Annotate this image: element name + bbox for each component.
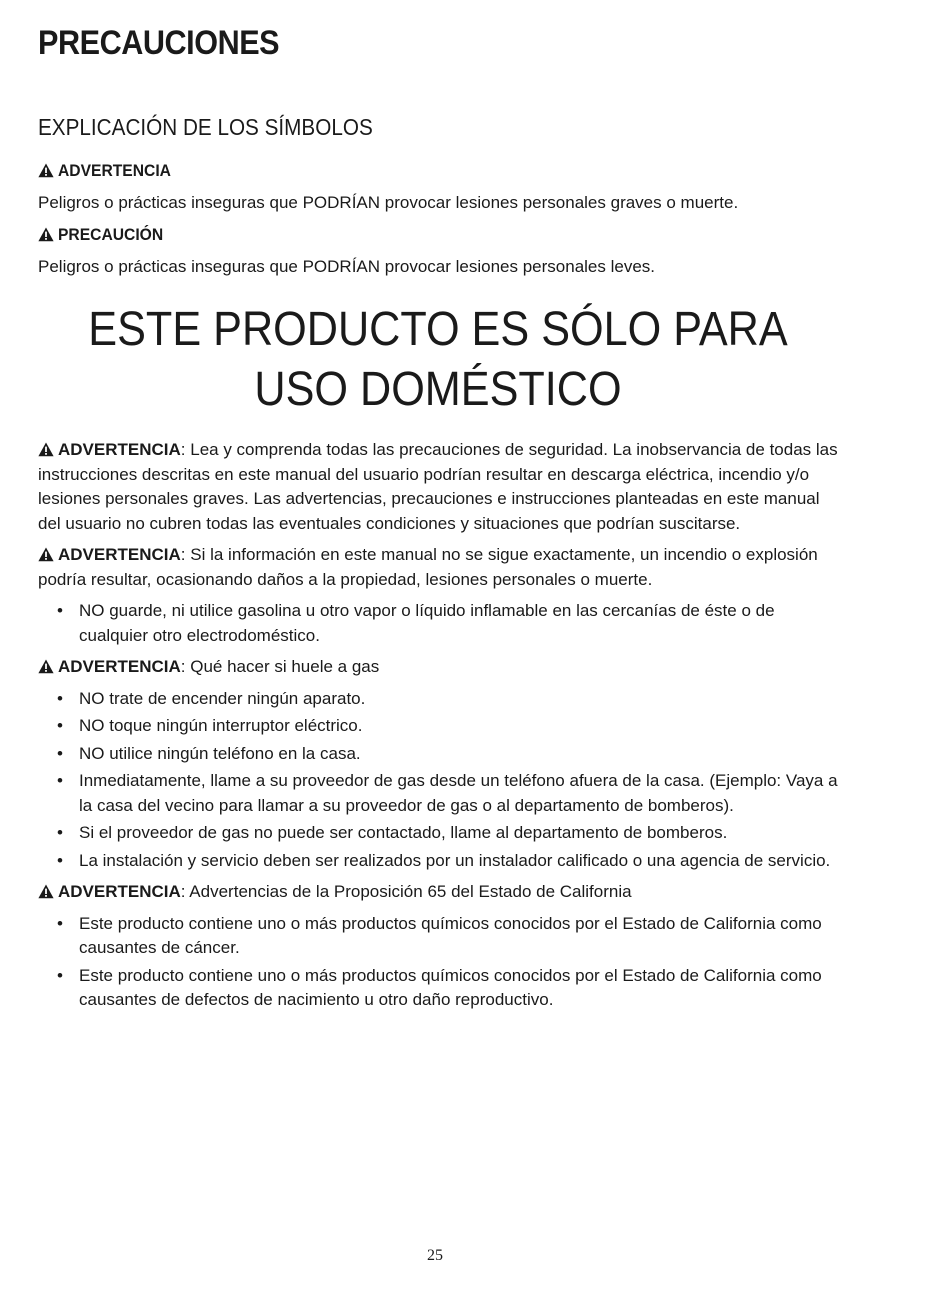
symbol-warning-label-row [38,159,181,183]
list-item: • Este producto contiene uno o más productos químicos conocidos por el Estado de California como causantes de defectos de nacimiento u otro daño reproductivo. [79,964,838,1013]
warning-paragraph [38,880,838,905]
list-item: • La instalación y servicio deben ser realizados por un instalador calificado o una agencia de servicio. [79,849,838,874]
warning-label: ADVERTENCIA [58,440,181,459]
warning-paragraph [38,438,838,536]
warning-bullet-list [38,687,838,874]
warning-paragraph [38,543,838,592]
list-item: • NO toque ningún interruptor eléctrico. [79,714,838,739]
symbol-caution-label: PRECAUCIÓN [58,225,164,244]
warning-paragraph [38,655,838,680]
list-item: • NO trate de encender ningún aparato. [79,687,838,712]
warning-triangle-icon [38,659,54,674]
warning-label: ADVERTENCIA [58,657,181,676]
list-item: • NO utilice ningún teléfono en la casa. [79,742,838,767]
warning-triangle-icon [38,442,54,457]
banner-line-2: USO DOMÉSTICO [254,363,622,416]
list-item: • Si el proveedor de gas no puede ser contactado, llame al departamento de bomberos. [79,821,838,846]
list-item: • NO guarde, ni utilice gasolina u otro vapor o líquido inflamable en las cercanías de éste o de cualquier otro electrodoméstico. [79,599,838,648]
page-number: 25 [427,1247,443,1264]
warning-triangle-icon [38,163,54,178]
warning-text: : Si la información en este manual no se sigue exactamente, un incendio o explosión podría resultar, ocasionando daños a la propiedad, lesiones personales o muerte. [38,545,818,589]
warning-text: : Advertencias de la Proposición 65 del Estado de California [180,882,632,901]
list-item: • Inmediatamente, llame a su proveedor de gas desde un teléfono afuera de la casa. (Ejemplo: Vaya a la casa del vecino para llamar a su proveedor de gas o al departamento de bomberos). [79,769,838,818]
symbol-warning-text: Peligros o prácticas inseguras que PODRÍAN provocar lesiones personales graves o muerte. [38,193,739,212]
warning-triangle-icon [38,227,54,242]
warning-triangle-icon [38,884,54,899]
symbol-caution-text: Peligros o prácticas inseguras que PODRÍAN provocar lesiones personales leves. [38,257,656,276]
page-title: PRECAUCIONES [38,24,280,62]
symbol-warning-label: ADVERTENCIA [58,161,171,180]
symbol-caution-label-row [38,223,172,247]
symbols-heading: EXPLICACIÓN DE LOS SÍMBOLOS [38,114,373,140]
warning-label: ADVERTENCIA [58,882,181,901]
warnings-section [38,438,838,1020]
list-item: • Este producto contiene uno o más productos químicos conocidos por el Estado de California como causantes de cáncer. [79,912,838,961]
warning-bullet-list [38,599,838,648]
household-use-banner [78,300,798,420]
warning-triangle-icon [38,547,54,562]
banner-line-1: ESTE PRODUCTO ES SÓLO PARA [88,303,788,356]
warning-bullet-list [38,912,838,1013]
warning-text: : Lea y comprenda todas las precauciones de seguridad. La inobservancia de todas las instrucciones descritas en este manual del usuario podrían resultar en descarga eléctrica, incendio y/o lesiones personales graves. Las advertencias, precauciones e instrucciones planteadas en este manual del usuario no cubren todas las eventuales condiciones y situaciones que podrían suscitarse. [38,440,838,533]
warning-text: : Qué hacer si huele a gas [180,657,380,676]
warning-label: ADVERTENCIA [58,545,181,564]
